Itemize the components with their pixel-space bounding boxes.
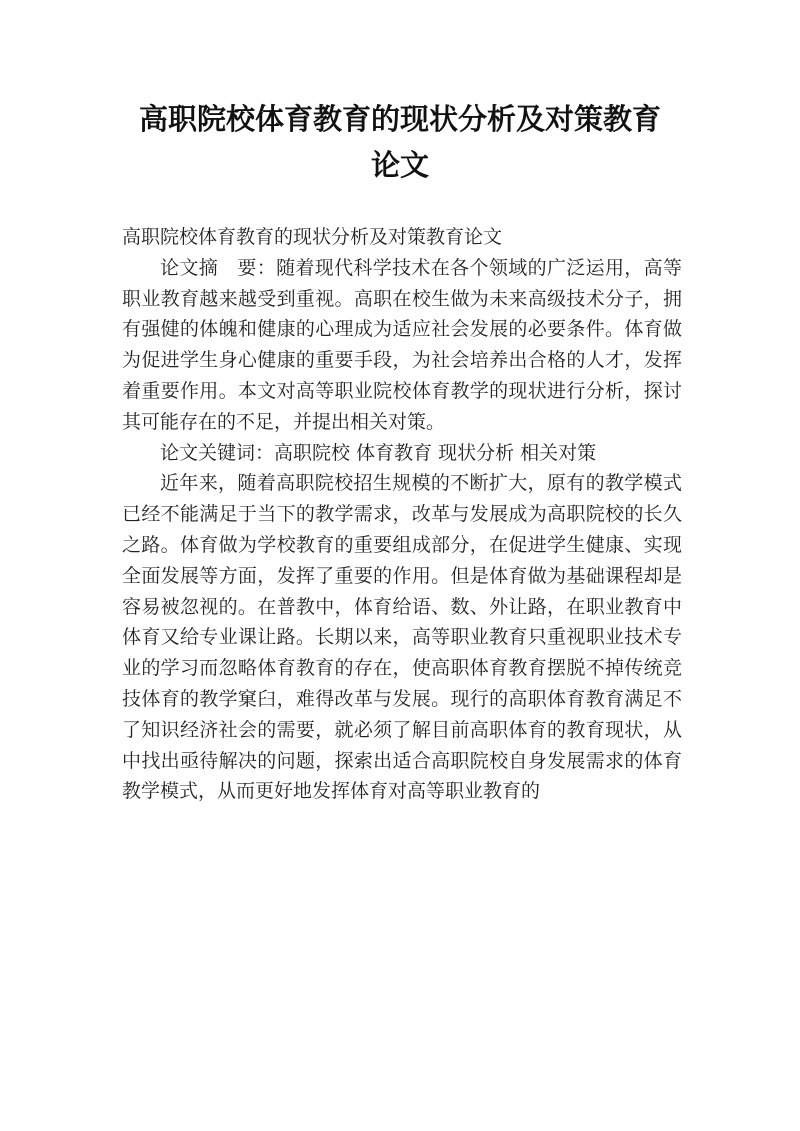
keywords-paragraph [122,438,682,469]
document-subtitle: 高职院校体育教育的现状分析及对策教育论文 [122,226,503,248]
document-body [122,222,682,807]
title-line-2: 论文 [370,148,429,182]
keywords-label: 论文关键词： [160,441,275,464]
abstract-paragraph [122,253,682,438]
abstract-label: 论文摘 要： [160,256,277,279]
body-paragraph-1: 近年来，随着高职院校招生规模的不断扩大，原有的教学模式已经不能满足于当下的教学需求，改革与发展成为高职院校的长久之路。体育做为学校教育的重要组成部分，在促进学生健康、实现全面发展等方面，发挥了重要的作用。但是体育做为基础课程却是容易被忽视的。在普教中，体育给语、数、外让路，在职业教育中体育又给专业课让路。长期以来，高等职业教育只重视职业技术专业的学习而忽略体育教育的存在，使高职体育教育摆脱不掉传统竞技体育的教学窠臼，难得改革与发展。现行的高职体育教育满足不了知识经济社会的需要，就必须了解目前高职体育的教育现状，从中找出亟待解决的问题，探索出适合高职院校自身发展需求的体育教学模式，从而更好地发挥体育对高等职业教育的 [122,472,682,803]
keywords-text: 高职院校 体育教育 现状分析 相关对策 [274,441,597,464]
abstract-text: 随着现代科学技术在各个领域的广泛运用，高等职业教育越来越受到重视。高职在校生做为未来高级技术分子，拥有强健的体魄和健康的心理成为适应社会发展的必要条件。体育做为促进学生身心健康的重要手段，为社会培养出合格的人才，发挥着重要作用。本文对高等职业院校体育教学的现状进行分析，探讨其可能存在的不足，并提出相关对策。 [122,256,682,433]
title-line-1: 高职院校体育教育的现状分析及对策教育 [138,102,661,136]
page-title [80,96,720,188]
